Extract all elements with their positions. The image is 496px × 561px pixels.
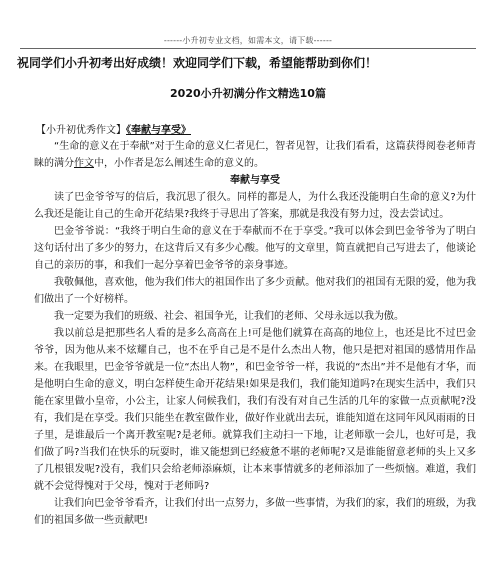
header-divider <box>20 48 476 49</box>
essay-paragraph: 我敬佩他，喜欢他，他为我们伟大的祖国作出了多少贡献。他对我们的祖国有无限的爱，他为我们做出了一个好榜样。 <box>34 277 476 305</box>
essay-paragraph: 巴金爷爷说：“我终于明白生命的意义在于奉献而不在于享受。”我可以体会到巴金爷爷为了明白这句话付出了多少的努力，在这背后又有多少心酸。他写的文章里，简直就把自己写进去了，他谈论自己的亲历的事，和我们一起分享着巴金爷爷的亲身事迹。 <box>34 226 476 271</box>
essay-body <box>34 138 476 529</box>
essay-heading: 奉献与享受 <box>230 175 280 186</box>
essay-tag-line <box>36 124 476 137</box>
greeting-line: 祝同学们小升初考出好成绩！欢迎同学们下载，希望能帮助到你们！ <box>17 56 378 70</box>
essay-title-link[interactable]: 《奉献与享受》 <box>126 125 191 136</box>
intro-paragraph: “生命的意义在于奉献”对于生命的意义仁者见仁，智者见智，让我们看看，这篇获得阅卷老师青睐的满分作文中，小作者是怎么阐述生命的意义的。 <box>34 141 476 169</box>
essay-keyword-link[interactable]: 作文 <box>74 158 94 169</box>
document-title: 2020小升初满分作文精选10篇 <box>170 87 326 100</box>
essay-category: 【小升初优秀作文】 <box>36 125 126 136</box>
essay-paragraph: 我以前总是把那些名人看的是多么高高在上!可是他们就算在高高的地位上，也还是比不过巴金爷爷，因为他从来不炫耀自己，也不在乎自己是不是什么杰出人物，他只是把对祖国的感情用作品来。在我眼里，巴金爷爷就是一位“杰出人物”，和巴金爷爷一样，我说的“杰出”并不是他有才华，而是他明白生命的意义，明白怎样使生命开花结果!如果是我们，我们能知道吗?在现实生活中，我们只能在家里做小皇帝，小公主，让家人伺候我们，我们有没有对自己生活的几年的家做一点贡献呢?没有，我们是在享受。我们只能坐在教室做作业，做好作业就出去玩，谁能知道在这同年风风雨雨的日子里，是谁最后一个离开教室呢?是老师。就算我们主动扫一下地，让老师歇一会儿，也好可是，我们做了吗?当我们在快乐的玩耍时，谁又能想到已经疲惫不堪的老师呢?又是谁能留意老师的头上又多了几根银发呢?没有，我们只会给老师添麻烦，让本来事情就多的老师添加了一些烦恼。难道，我们就不会觉得愧对于父母，愧对于老师吗? <box>34 328 476 492</box>
essay-paragraph: 让我们向巴金爷爷看齐，让我们付出一点努力，多做一些事情，为我们的家，我们的班级，为我们的祖国多做一些贡献吧! <box>34 498 476 526</box>
essay-paragraph: 我一定要为我们的班级、社会、祖国争光，让我们的老师、父母永远以我为傲。 <box>54 311 404 322</box>
download-banner: ------小升初专业文档，如需本文，请下载------ <box>163 36 333 45</box>
essay-paragraph: 读了巴金爷爷写的信后，我沉思了很久。同样的都是人，为什么我还没能明白生命的意义?为什么我还是能让自己的生命开花结果?我终于寻思出了答案，那就是我没有努力过，没去尝试过。 <box>34 192 476 220</box>
